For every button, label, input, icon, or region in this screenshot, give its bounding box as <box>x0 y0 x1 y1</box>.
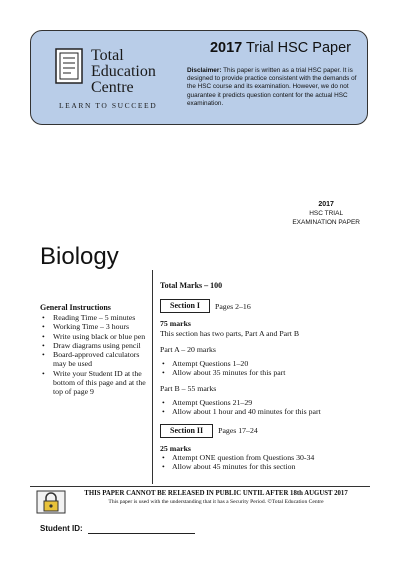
paper-title-text: Trial HSC Paper <box>242 40 351 56</box>
part-b-title: Part B – 55 marks <box>160 384 217 394</box>
title-banner <box>30 30 368 125</box>
instruction-item: • Write your Student ID at the bottom of this page and at the top of page 9 <box>40 369 148 397</box>
logo-text-centre: Centre <box>91 79 134 96</box>
tec-logo <box>45 41 185 121</box>
general-instructions-list <box>40 313 148 397</box>
section-2-pages: Pages 17–24 <box>218 425 258 435</box>
exam-paper-label: EXAMINATION PAPER <box>292 219 360 226</box>
part-a-title: Part A – 20 marks <box>160 345 216 355</box>
footer-divider <box>30 486 370 487</box>
release-notice: THIS PAPER CANNOT BE RELEASED IN PUBLIC UNTIL AFTER 18th AUGUST 2017 <box>84 490 348 497</box>
hsc-trial-label: HSC TRIAL <box>309 210 344 217</box>
section-1-description: This section has two parts, Part A and Part B <box>160 328 300 338</box>
section-1-pages: Pages 2–16 <box>215 301 251 311</box>
section-2-list <box>160 453 370 472</box>
section-1-marks: 75 marks <box>160 319 191 329</box>
hsc-trial-block <box>292 200 360 227</box>
section-2-marks: 25 marks <box>160 443 191 453</box>
section-2-header <box>160 424 370 438</box>
instruction-item: • Draw diagrams using pencil <box>40 341 148 350</box>
part-b-item: • Attempt Questions 21–29 <box>160 398 370 407</box>
part-a-item: • Attempt Questions 1–20 <box>160 359 370 368</box>
student-id-label: Student ID: <box>40 524 83 533</box>
hsc-year: 2017 <box>318 201 334 208</box>
part-a-list <box>160 359 370 378</box>
logo-text-education: Education <box>91 63 156 80</box>
security-period-notice: This paper is used with the understanding that it has a Security Period. ©Total Education Centre <box>108 499 324 505</box>
paper-structure <box>160 281 370 472</box>
student-id-field[interactable] <box>88 533 195 534</box>
instruction-item: • Working Time – 3 hours <box>40 322 148 331</box>
section-1-label: Section I <box>160 299 210 313</box>
column-divider <box>152 270 153 484</box>
part-b-item: • Allow about 1 hour and 40 minutes for this part <box>160 407 370 416</box>
instruction-item: • Reading Time – 5 minutes <box>40 313 148 322</box>
instruction-item: • Board-approved calculators may be used <box>40 350 148 369</box>
security-lock-icon <box>36 490 66 514</box>
section-2-item: • Allow about 45 minutes for this section <box>160 462 370 471</box>
logo-text-total: Total <box>91 47 124 64</box>
section-2-item: • Attempt ONE question from Questions 30-34 <box>160 453 370 462</box>
section-1-header <box>160 299 370 313</box>
book-icon <box>53 46 87 86</box>
subject-title: Biology <box>40 243 119 270</box>
general-instructions-title: General Instructions <box>40 303 111 312</box>
total-marks: Total Marks – 100 <box>160 281 223 290</box>
part-b-list <box>160 398 370 417</box>
paper-title <box>210 40 351 56</box>
disclaimer <box>187 67 357 108</box>
paper-title-year: 2017 <box>209 40 243 56</box>
disclaimer-label: Disclaimer: <box>187 67 222 74</box>
instruction-item: • Write using black or blue pen <box>40 332 148 341</box>
section-2-label: Section II <box>160 424 213 438</box>
logo-tagline: LEARN TO SUCCEED <box>59 101 158 110</box>
disclaimer-text: This paper is written as a trial HSC paper. It is designed to provide practice consistent with the demands of the HSC course and its examination. However, we do not guarantee it predicts question content for the actual HSC examination. <box>187 67 357 107</box>
part-a-item: • Allow about 35 minutes for this part <box>160 368 370 377</box>
